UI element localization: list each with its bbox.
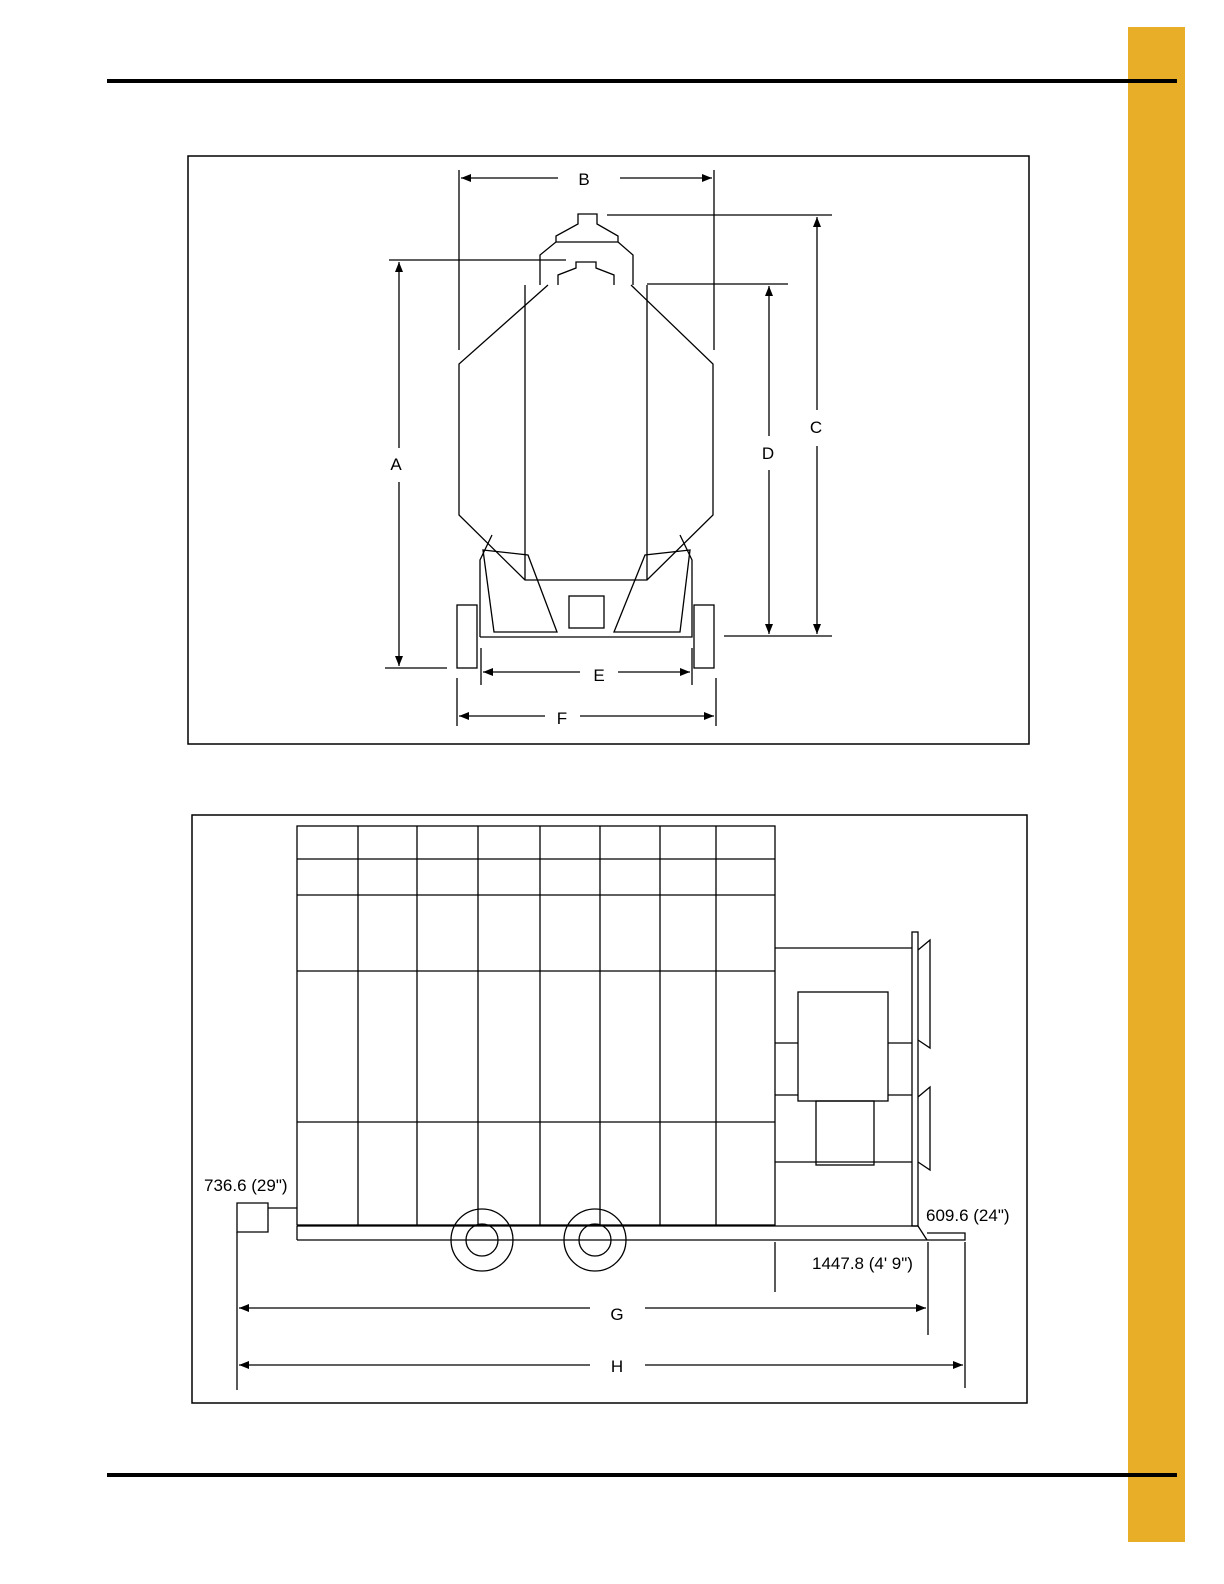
- dim-label-d: D: [761, 444, 775, 463]
- dim-label-h: H: [610, 1357, 624, 1376]
- rear-bumper: [927, 1233, 965, 1240]
- burner-dimension-label: 1447.8 (4' 9"): [812, 1254, 913, 1273]
- bin-cap: [540, 214, 633, 285]
- dim-label-b: B: [578, 170, 590, 189]
- discharge-box: [569, 596, 604, 628]
- fan-motor: [816, 1101, 874, 1165]
- dim-label-f: F: [556, 709, 568, 728]
- hopper-left: [483, 550, 557, 632]
- dim-label-e: E: [593, 666, 605, 685]
- fan-housing-lower: [918, 1087, 930, 1170]
- dim-label-c: C: [809, 418, 823, 437]
- end-plate: [912, 932, 918, 1226]
- dim-label-a: A: [390, 455, 402, 474]
- bin-side-body: [297, 826, 775, 1225]
- plenum-outline: [775, 948, 912, 1162]
- dim-label-g: G: [610, 1305, 624, 1324]
- rear-dimension-label: 609.6 (24"): [926, 1206, 1010, 1225]
- front-view-frame: [188, 156, 1029, 744]
- hitch-dimension-label: 736.6 (29"): [204, 1176, 288, 1195]
- bin-cap-lower: [558, 262, 614, 285]
- trailer-frame: [480, 535, 692, 637]
- burner-box: [798, 992, 888, 1101]
- fan-housing-upper: [918, 940, 930, 1048]
- bin-panel-rows: [297, 859, 775, 1122]
- wheel-left: [457, 605, 477, 668]
- front-view-figure: [188, 156, 1029, 744]
- bin-panel-columns: [358, 826, 716, 1225]
- hitch-coupler: [237, 1203, 268, 1232]
- wheel-right: [694, 605, 714, 668]
- bin-body: [459, 285, 713, 580]
- hopper-right: [614, 550, 690, 632]
